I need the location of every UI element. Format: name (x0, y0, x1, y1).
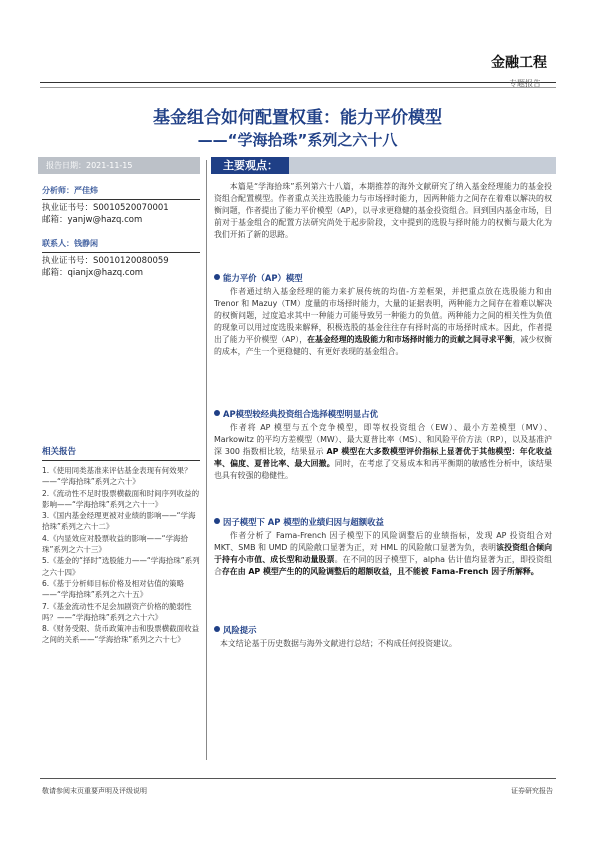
section-factor-attribution (214, 516, 552, 578)
header-rule-thin (40, 87, 556, 88)
related-title: 相关报告 (42, 447, 77, 457)
bullet-icon (214, 274, 220, 280)
related-item[interactable]: 7.《基金流动性不足会加剧资产价格的脆弱性吗？——“学海拾珠”系列之六十六》 (42, 601, 192, 622)
section-title: 能力平价（AP）模型 (214, 272, 552, 284)
bullet-icon (214, 626, 220, 632)
related-item[interactable]: 5.《基金的“择时”选股能力——“学海拾珠”系列之六十四》 (42, 556, 200, 577)
section-risk (214, 624, 552, 650)
section-ap-comparison (214, 408, 552, 482)
related-item[interactable]: 3.《国内基金经理更被对业绩的影响——“学海拾珠”系列之六十二》 (42, 511, 196, 532)
section-body: 作者通过纳入基金经理的能力来扩展传统的均值-方差框架，并把重点放在选股能力和由 Trenor 和 Mazuy（TM）度量的市场择时能力，大量的证据表明，两种能力之间存在着难以解决的权衡问题，过度追求其中一种能力可能导致另一种能力的负值。两种能力之间的相关性为负值的现象可以用过度选股来解释，积极选股的基金往往存有择时高的市场择时成本。因此，作者提出了能力平价模型（AP），在基金经理的选股能力和市场择时能力的贡献之间寻求平衡，减少权衡的成本，产生一个更稳健的、有更好表现的基金组合。 (214, 287, 552, 356)
header-rule (40, 82, 556, 83)
analyst-block (42, 185, 200, 226)
footer-label: 证券研究报告 (511, 787, 553, 795)
related-item[interactable]: 8.《财务受限、货币政策冲击和股票横截面收益之间的关系——“学海拾珠”系列之六十七》 (42, 624, 200, 645)
report-subtitle: ——“学海拾珠”系列之六十八 (197, 131, 398, 149)
section-body: 作者将 AP 模型与五个竞争模型，即等权投资组合（EW）、最小方差模型（MV）、Markowitz 的平均方差模型（MW）、最大夏普比率（MS）、和风险平价方法（RP），以及基准沪深 300 指数相比较，结果显示 AP 模型在大多数模型评价指标上显著优于其他模型：年化收益率、偏度、夏普比率、最大回撤。同时，在考虑了交易成本和再平衡期的敏感性分析中，该结果也具有较强的稳健性。 (214, 423, 552, 480)
related-item[interactable]: 6.《基于分析师目标价格及相对估值的策略——“学海拾珠”系列之六十五》 (42, 578, 185, 600)
report-type: 专题报告 (509, 79, 541, 88)
intro-paragraph: 本篇是“学海拾珠”系列第六十八篇，本期推荐的海外文献研究了纳入基金经理能力的基金投资组合配置模型。作者重点关注选股能力与市场择时能力，因两种能力之间存在着难以解决的权衡问题，作者提出了能力平价模型（AP），以寻求更稳健的基金投资组合。回到国内基金市场，目前对于基金组合的配置方法研究尚处于起步阶段，文中提到的选股与择时能力的权衡与最大化为我们开拓了新的思路。 (214, 182, 552, 239)
contact-email[interactable]: 邮箱：qianjx@hazq.com (42, 268, 144, 278)
section-title: 风险提示 (214, 624, 552, 636)
related-item[interactable]: 4.《内显效应对股票收益的影响——“学海拾珠”系列之六十三》 (42, 533, 189, 555)
contact-label: 联系人：钱静闲 (42, 239, 98, 248)
bullet-icon (214, 410, 220, 416)
footer-disclaimer[interactable]: 敬请参阅末页重要声明及评级说明 (42, 787, 147, 795)
section-body: 作者分析了 Fama-French 因子模型下的风险调整后的业绩指标，发现 AP 投资组合对 MKT、SMB 和 UMD 的风险敞口显著为正，对 HML 的风险敞口显著为负，表明该投资组合倾向于持有小市值、成长型和动量股票。在不同的因子模型下，alpha 估计值均显著为正，即投资组合存在由 AP 模型产生的的风险调整后的超额收益，且不能被 Fama-French 因子所解释。 (214, 531, 552, 576)
report-date-bar (38, 157, 200, 174)
contact-block (42, 238, 200, 279)
related-item[interactable]: 2.《流动性不足时股票横截面和时间序列收益的影响——“学海拾珠”系列之六十一》 (42, 488, 200, 509)
related-divider (42, 460, 200, 461)
bullet-icon (214, 518, 220, 524)
related-reports (42, 445, 200, 646)
section-body: 本文结论基于历史数据与海外文献进行总结；不构成任何投资建议。 (220, 639, 457, 648)
report-date: 报告日期：2021-11-15 (46, 161, 133, 170)
section-ap-model (214, 272, 552, 358)
report-title: 基金组合如何配置权重：能力平价模型 (153, 108, 442, 128)
footer-rule (40, 778, 556, 779)
contact-cert: 执业证书号：S0010120080059 (42, 256, 169, 266)
analyst-cert: 执业证书号：S0010520070001 (42, 203, 169, 213)
analyst-divider (42, 199, 200, 200)
main-heading-tab (211, 157, 289, 174)
section-title: AP模型较经典投资组合选择模型明显占优 (214, 408, 552, 420)
column-divider (206, 160, 207, 760)
analyst-email[interactable]: 邮箱：yanjw@hazq.com (42, 215, 143, 225)
analyst-label: 分析师：严佳炜 (42, 186, 98, 195)
section-title: 因子模型下 AP 模型的业绩归因与超额收益 (214, 516, 552, 528)
report-category: 金融工程 (491, 55, 547, 71)
contact-divider (42, 252, 200, 253)
related-item[interactable]: 1.《使用同类基准来评估基金表现有何效果？——“学海拾珠”系列之六十》 (42, 466, 192, 487)
main-heading: 主要观点： (223, 159, 278, 172)
